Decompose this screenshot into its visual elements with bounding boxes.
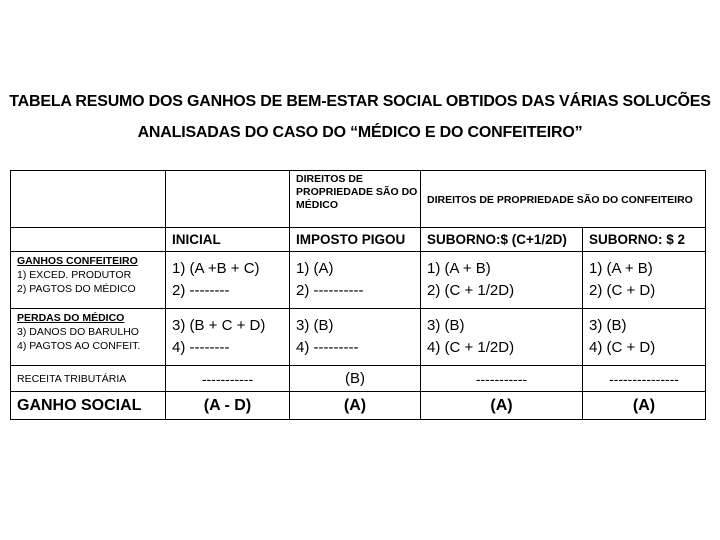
column-header-suborno-2: SUBORNO: $ 2 bbox=[583, 228, 706, 252]
ganhos-suborno-2-line-1: 1) (A + B) bbox=[589, 260, 653, 277]
ganhos-cell-suborno-2 bbox=[583, 252, 706, 309]
row-label-receita-tributaria: RECEITA TRIBUTÁRIA bbox=[11, 366, 166, 392]
perdas-suborno-2-line-1: 3) (B) bbox=[589, 317, 627, 334]
table-title-line-1: TABELA RESUMO DOS GANHOS DE BEM-ESTAR SOCIAL OBTIDOS DAS VÁRIAS SOLUCÕES bbox=[9, 93, 711, 110]
perdas-label: PERDAS DO MÉDICO bbox=[17, 312, 125, 324]
empty-corner-cell bbox=[11, 171, 166, 228]
column-header-suborno-c-half-d: SUBORNO:$ (C+1/2D) bbox=[421, 228, 583, 252]
empty-label-header bbox=[11, 228, 166, 252]
row-label-perdas-medico bbox=[11, 309, 166, 366]
perdas-suborno-2-line-2: 4) (C + D) bbox=[589, 339, 656, 356]
perdas-cell-pigou bbox=[290, 309, 421, 366]
perdas-cell-inicial bbox=[166, 309, 290, 366]
social-cell-suborno-half: (A) bbox=[421, 392, 583, 420]
social-cell-inicial: (A - D) bbox=[166, 392, 290, 420]
column-header-inicial: INICIAL bbox=[166, 228, 290, 252]
group-header-confeiteiro: DIREITOS DE PROPRIEDADE SÃO DO CONFEITEIRO bbox=[421, 171, 706, 228]
empty-header-cell bbox=[166, 171, 290, 228]
perdas-pigou-line-2: 4) --------- bbox=[296, 339, 359, 356]
social-cell-suborno-2: (A) bbox=[583, 392, 706, 420]
ganhos-label: GANHOS CONFEITEIRO bbox=[17, 255, 138, 267]
welfare-summary-table bbox=[10, 170, 706, 420]
perdas-item-4: 4) PAGTOS AO CONFEIT. bbox=[17, 340, 141, 352]
perdas-cell-suborno-2 bbox=[583, 309, 706, 366]
perdas-suborno-half-line-1: 3) (B) bbox=[427, 317, 465, 334]
group-header-medico: DIREITOS DE PROPRIEDADE SÃO DO MÉDICO bbox=[290, 171, 421, 228]
perdas-pigou-line-1: 3) (B) bbox=[296, 317, 334, 334]
perdas-suborno-half-line-2: 4) (C + 1/2D) bbox=[427, 339, 515, 356]
column-header-imposto-pigou: IMPOSTO PIGOU bbox=[290, 228, 421, 252]
ganhos-item-1: 1) EXCED. PRODUTOR bbox=[17, 269, 132, 281]
ganhos-inicial-line-1: 1) (A +B + C) bbox=[172, 260, 260, 277]
ganhos-suborno-2-line-2: 2) (C + D) bbox=[589, 282, 656, 299]
ganhos-cell-pigou bbox=[290, 252, 421, 309]
ganhos-suborno-half-line-1: 1) (A + B) bbox=[427, 260, 491, 277]
table-title-line-2: ANALISADAS DO CASO DO “MÉDICO E DO CONFEITEIRO” bbox=[137, 124, 583, 141]
perdas-item-3: 3) DANOS DO BARULHO bbox=[17, 326, 139, 338]
row-label-ganho-social: GANHO SOCIAL bbox=[11, 392, 166, 420]
ganhos-cell-inicial bbox=[166, 252, 290, 309]
row-label-ganhos-confeiteiro bbox=[11, 252, 166, 309]
receita-cell-suborno-2: --------------- bbox=[583, 366, 706, 392]
receita-cell-suborno-half: ----------- bbox=[421, 366, 583, 392]
receita-cell-pigou: (B) bbox=[290, 366, 421, 392]
social-cell-pigou: (A) bbox=[290, 392, 421, 420]
receita-cell-inicial: ----------- bbox=[166, 366, 290, 392]
perdas-inicial-line-2: 4) -------- bbox=[172, 339, 230, 356]
ganhos-suborno-half-line-2: 2) (C + 1/2D) bbox=[427, 282, 515, 299]
perdas-inicial-line-1: 3) (B + C + D) bbox=[172, 317, 266, 334]
perdas-cell-suborno-half bbox=[421, 309, 583, 366]
ganhos-inicial-line-2: 2) -------- bbox=[172, 282, 230, 299]
ganhos-item-2: 2) PAGTOS DO MÉDICO bbox=[17, 283, 136, 295]
ganhos-pigou-line-2: 2) ---------- bbox=[296, 282, 364, 299]
ganhos-cell-suborno-half bbox=[421, 252, 583, 309]
ganhos-pigou-line-1: 1) (A) bbox=[296, 260, 334, 277]
